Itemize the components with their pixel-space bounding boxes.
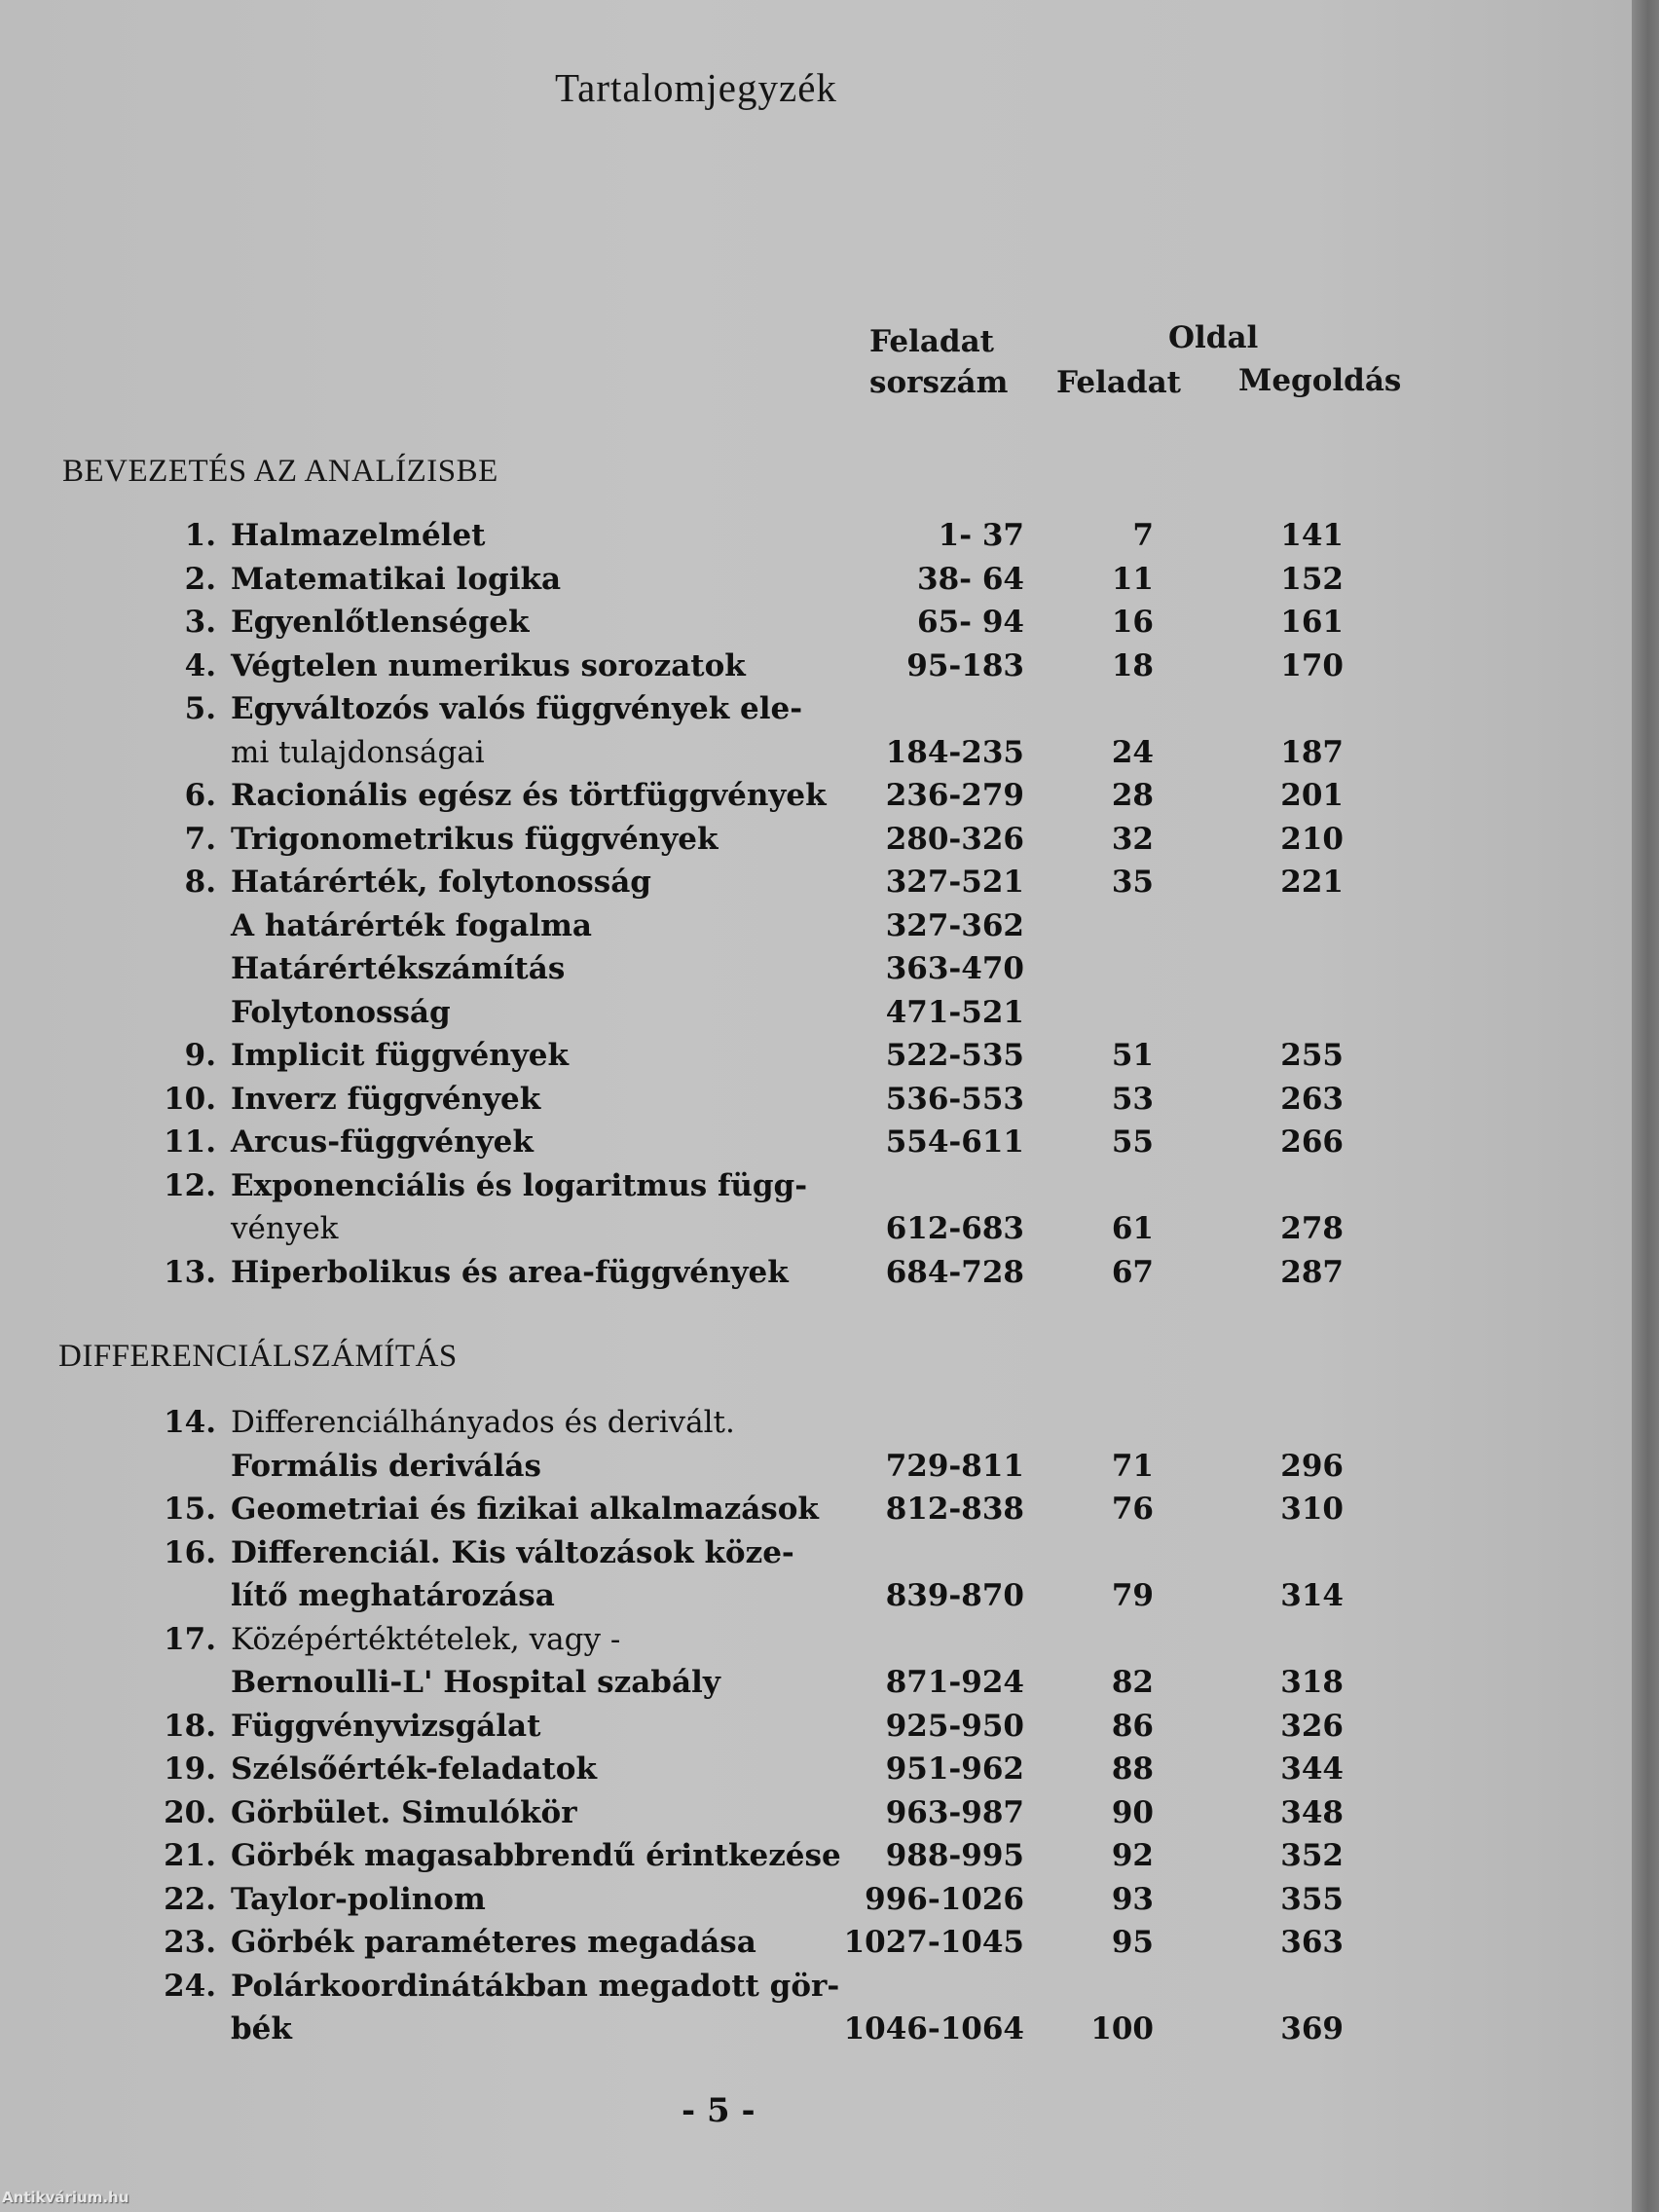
solution-page: 278 xyxy=(1280,1211,1344,1246)
entry-number: 20. xyxy=(164,1794,216,1830)
entry-title: Differenciál. Kis változások köze- xyxy=(231,1534,794,1570)
entry-number: 16. xyxy=(164,1534,216,1570)
entry-number: 19. xyxy=(164,1751,216,1787)
task-page: 24 xyxy=(1111,734,1154,770)
solution-page: 296 xyxy=(1280,1448,1344,1484)
watermark: Antikvárium.hu xyxy=(2,2189,129,2206)
exercise-range: 363-470 xyxy=(885,951,1024,986)
task-page: 86 xyxy=(1111,1708,1154,1744)
solution-page: 314 xyxy=(1280,1578,1344,1613)
solution-page: 318 xyxy=(1280,1665,1344,1700)
entry-number: 1. xyxy=(184,518,216,553)
task-page: 82 xyxy=(1111,1665,1154,1700)
exercise-range: 684-728 xyxy=(885,1254,1024,1290)
solution-page: 348 xyxy=(1280,1794,1344,1830)
entry-number: 17. xyxy=(164,1621,216,1657)
entry-number: 9. xyxy=(184,1038,216,1073)
exercise-range: 1027-1045 xyxy=(843,1925,1024,1960)
entry-title: Görbék paraméteres megadása xyxy=(231,1925,756,1960)
entry-title: Görbület. Simulókör xyxy=(231,1794,577,1830)
solution-page: 344 xyxy=(1280,1751,1344,1787)
exercise-range: 280-326 xyxy=(885,821,1024,857)
solution-page: 161 xyxy=(1280,605,1344,640)
entry-title: Egyváltozós valós függvények ele- xyxy=(231,691,803,726)
solution-page: 152 xyxy=(1280,561,1344,597)
entry-number: 5. xyxy=(184,691,216,726)
task-page: 51 xyxy=(1111,1038,1154,1073)
solution-page: 210 xyxy=(1280,821,1344,857)
exercise-range: 925-950 xyxy=(885,1708,1024,1744)
exercise-range: 812-838 xyxy=(885,1492,1024,1527)
solution-page: 287 xyxy=(1280,1254,1344,1290)
exercise-range: 1046-1064 xyxy=(843,2011,1024,2046)
entry-number: 15. xyxy=(164,1492,216,1527)
entry-title: Matematikai logika xyxy=(231,561,562,597)
task-page: 32 xyxy=(1111,821,1154,857)
exercise-range: 963-987 xyxy=(885,1794,1024,1830)
solution-page: 363 xyxy=(1280,1925,1344,1960)
task-page: 53 xyxy=(1111,1081,1154,1117)
solution-page: 310 xyxy=(1280,1492,1344,1527)
exercise-range: 95-183 xyxy=(906,647,1024,683)
entry-title: Taylor-polinom xyxy=(231,1881,486,1917)
entry-title: Geometriai és fizikai alkalmazások xyxy=(231,1492,819,1527)
entry-title: Határérték, folytonosság xyxy=(231,865,651,900)
exercise-range: 327-362 xyxy=(885,907,1024,943)
entry-number: 14. xyxy=(164,1405,216,1440)
entry-number: 18. xyxy=(164,1708,216,1744)
entry-title: mi tulajdonságai xyxy=(231,734,485,770)
solution-page: 352 xyxy=(1280,1838,1344,1873)
entry-title: Racionális egész és törtfüggvények xyxy=(231,778,827,813)
entry-title: Inverz függvények xyxy=(231,1081,541,1117)
header-feladat: Feladat xyxy=(1056,365,1181,400)
entry-title: Középértéktételek, vagy - xyxy=(231,1621,621,1657)
entry-title: Polárkoordinátákban megadott gör- xyxy=(231,1968,840,2004)
task-page: 71 xyxy=(1111,1448,1154,1484)
solution-page: 255 xyxy=(1280,1038,1344,1073)
task-page: 90 xyxy=(1111,1794,1154,1830)
exercise-range: 184-235 xyxy=(885,734,1024,770)
exercise-range: 839-870 xyxy=(885,1578,1024,1613)
header-megoldas: Megoldás xyxy=(1238,363,1402,398)
task-page: 76 xyxy=(1111,1492,1154,1527)
entry-title: Trigonometrikus függvények xyxy=(231,821,719,857)
exercise-range: 729-811 xyxy=(885,1448,1024,1484)
entry-number: 3. xyxy=(184,605,216,640)
entry-title: bék xyxy=(231,2011,292,2046)
entry-title: Egyenlőtlenségek xyxy=(231,605,530,640)
solution-page: 326 xyxy=(1280,1708,1344,1744)
entry-number: 11. xyxy=(164,1124,216,1160)
entry-title: Görbék magasabbrendű érintkezése xyxy=(231,1838,841,1873)
exercise-range: 522-535 xyxy=(885,1038,1024,1073)
task-page: 88 xyxy=(1111,1751,1154,1787)
exercise-range: 988-995 xyxy=(885,1838,1024,1873)
solution-page: 263 xyxy=(1280,1081,1344,1117)
entry-title: Bernoulli-L' Hospital szabály xyxy=(231,1665,720,1700)
entry-title: Arcus-függvények xyxy=(231,1124,534,1160)
entry-number: 12. xyxy=(164,1167,216,1203)
entry-title: Exponenciális és logaritmus függ- xyxy=(231,1167,808,1203)
header-feladat-top: Feladat xyxy=(869,324,994,359)
entry-number: 24. xyxy=(164,1968,216,2004)
task-page: 93 xyxy=(1111,1881,1154,1917)
exercise-range: 612-683 xyxy=(885,1211,1024,1246)
entry-number: 6. xyxy=(184,778,216,813)
solution-page: 170 xyxy=(1280,647,1344,683)
entry-title: A határérték fogalma xyxy=(231,907,593,943)
exercise-range: 236-279 xyxy=(885,778,1024,813)
entry-number: 13. xyxy=(164,1254,216,1290)
entry-title: Függvényvizsgálat xyxy=(231,1708,541,1744)
exercise-range: 1- 37 xyxy=(938,518,1024,553)
task-page: 18 xyxy=(1111,647,1154,683)
exercise-range: 996-1026 xyxy=(865,1881,1024,1917)
solution-page: 201 xyxy=(1280,778,1344,813)
entry-title: Határértékszámítás xyxy=(231,951,566,986)
exercise-range: 38- 64 xyxy=(917,561,1024,597)
entry-number: 22. xyxy=(164,1881,216,1917)
task-page: 16 xyxy=(1111,605,1154,640)
entry-number: 23. xyxy=(164,1925,216,1960)
task-page: 55 xyxy=(1111,1124,1154,1160)
entry-title: Végtelen numerikus sorozatok xyxy=(231,647,746,683)
task-page: 67 xyxy=(1111,1254,1154,1290)
entry-title: Hiperbolikus és area-függvények xyxy=(231,1254,789,1290)
entry-number: 2. xyxy=(184,561,216,597)
solution-page: 141 xyxy=(1280,518,1344,553)
exercise-range: 65- 94 xyxy=(917,605,1024,640)
solution-page: 221 xyxy=(1280,865,1344,900)
solution-page: 187 xyxy=(1280,734,1344,770)
page-number: - 5 - xyxy=(682,2091,756,2130)
exercise-range: 471-521 xyxy=(885,994,1024,1030)
entry-title: Folytonosság xyxy=(231,994,451,1030)
entry-number: 21. xyxy=(164,1838,216,1873)
task-page: 7 xyxy=(1132,518,1154,553)
page-title: Tartalomjegyzék xyxy=(555,65,837,110)
entry-number: 10. xyxy=(164,1081,216,1117)
exercise-range: 951-962 xyxy=(885,1751,1024,1787)
entry-number: 4. xyxy=(184,647,216,683)
entry-title: Formális deriválás xyxy=(231,1448,541,1484)
solution-page: 369 xyxy=(1280,2011,1344,2046)
task-page: 100 xyxy=(1090,2011,1154,2046)
entry-title: Differenciálhányados és derivált. xyxy=(231,1405,735,1440)
header-sorszam: sorszám xyxy=(869,365,1009,400)
entry-number: 7. xyxy=(184,821,216,857)
task-page: 28 xyxy=(1111,778,1154,813)
exercise-range: 871-924 xyxy=(885,1665,1024,1700)
task-page: 61 xyxy=(1111,1211,1154,1246)
page-edge-shadow xyxy=(1632,0,1659,2212)
header-oldal: Oldal xyxy=(1168,320,1259,355)
task-page: 79 xyxy=(1111,1578,1154,1613)
task-page: 11 xyxy=(1111,561,1154,597)
entry-number: 8. xyxy=(184,865,216,900)
task-page: 92 xyxy=(1111,1838,1154,1873)
task-page: 95 xyxy=(1111,1925,1154,1960)
exercise-range: 327-521 xyxy=(885,865,1024,900)
section-heading: BEVEZETÉS AZ ANALÍZISBE xyxy=(62,454,498,489)
entry-title: Szélsőérték-feladatok xyxy=(231,1751,597,1787)
entry-title: Implicit függvények xyxy=(231,1038,570,1073)
solution-page: 266 xyxy=(1280,1124,1344,1160)
exercise-range: 554-611 xyxy=(885,1124,1024,1160)
section-heading: DIFFERENCIÁLSZÁMÍTÁS xyxy=(58,1339,458,1374)
entry-title: lítő meghatározása xyxy=(231,1578,555,1613)
entry-title: Halmazelmélet xyxy=(231,518,486,553)
entry-title: vények xyxy=(231,1211,339,1246)
solution-page: 355 xyxy=(1280,1881,1344,1917)
exercise-range: 536-553 xyxy=(885,1081,1024,1117)
task-page: 35 xyxy=(1111,865,1154,900)
